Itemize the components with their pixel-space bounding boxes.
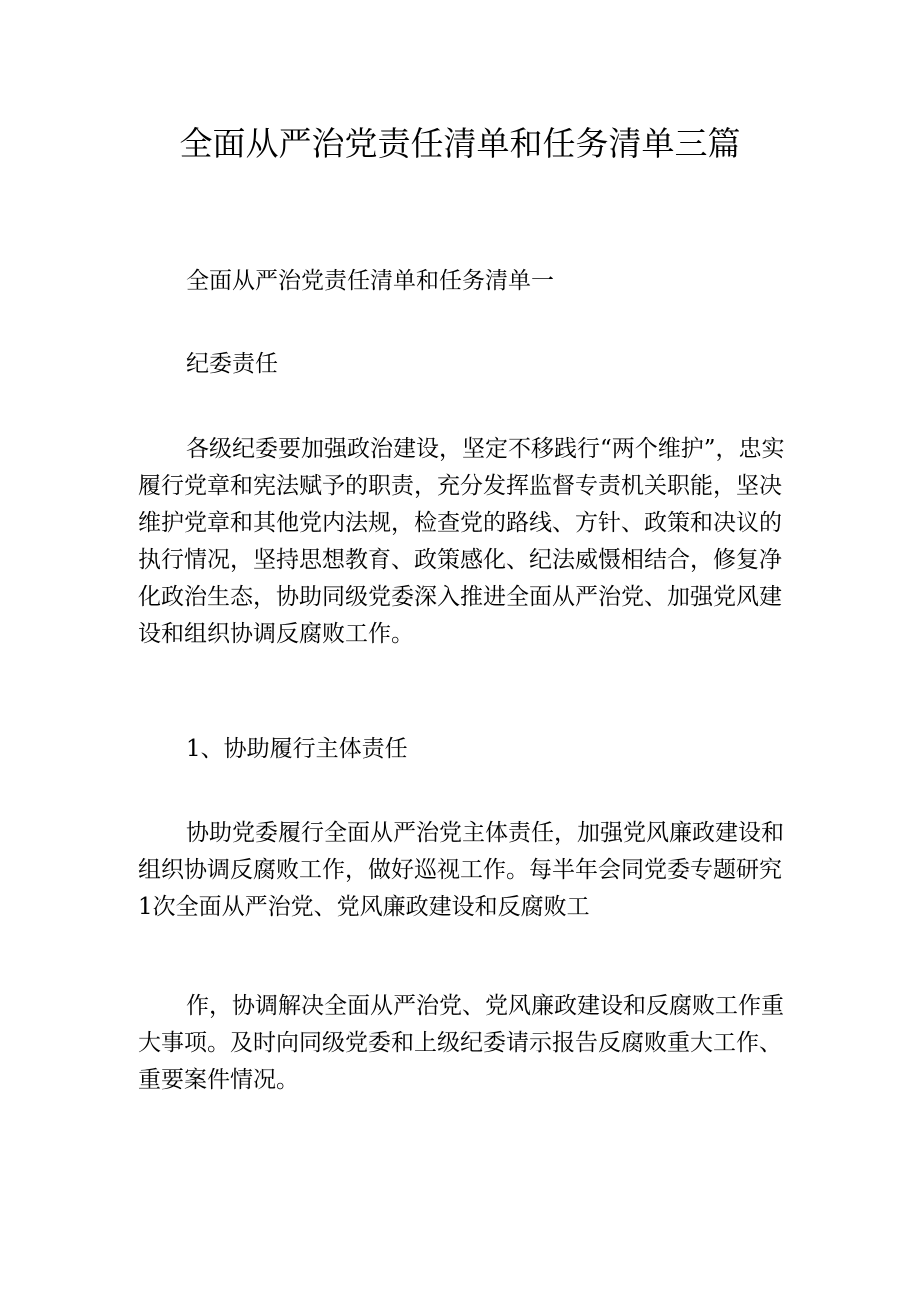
subheading-1: 1、协助履行主体责任	[186, 736, 408, 762]
section-heading: 纪委责任	[186, 351, 278, 377]
paragraph-2: 协助党委履行全面从严治党主体责任，加强党风廉政建设和组织协调反腐败工作，做好巡视工作。每半年会同党委专题研究1次全面从严治党、党风廉政建设和反腐败工	[138, 820, 784, 920]
paragraph-1: 各级纪委要加强政治建设，坚定不移践行“两个维护”，忠实履行党章和宪法赋予的职责，充分发挥监督专责机关职能，坚决维护党章和其他党内法规，检查党的路线、方针、政策和决议的执行情况，坚持思想教育、政策感化、纪法威慑相结合，修复净化政治生态，协助同级党委深入推进全面从严治党、加强党风建设和组织协调反腐败工作。	[138, 436, 785, 647]
document-subtitle: 全面从严治党责任清单和任务清单一	[186, 268, 554, 294]
paragraph-3: 作，协调解决全面从严治党、党风廉政建设和反腐败工作重大事项。及时向同级党委和上级纪委请示报告反腐败重大工作、重要案件情况。	[138, 993, 784, 1093]
document-title: 全面从严治党责任清单和任务清单三篇	[179, 124, 741, 163]
